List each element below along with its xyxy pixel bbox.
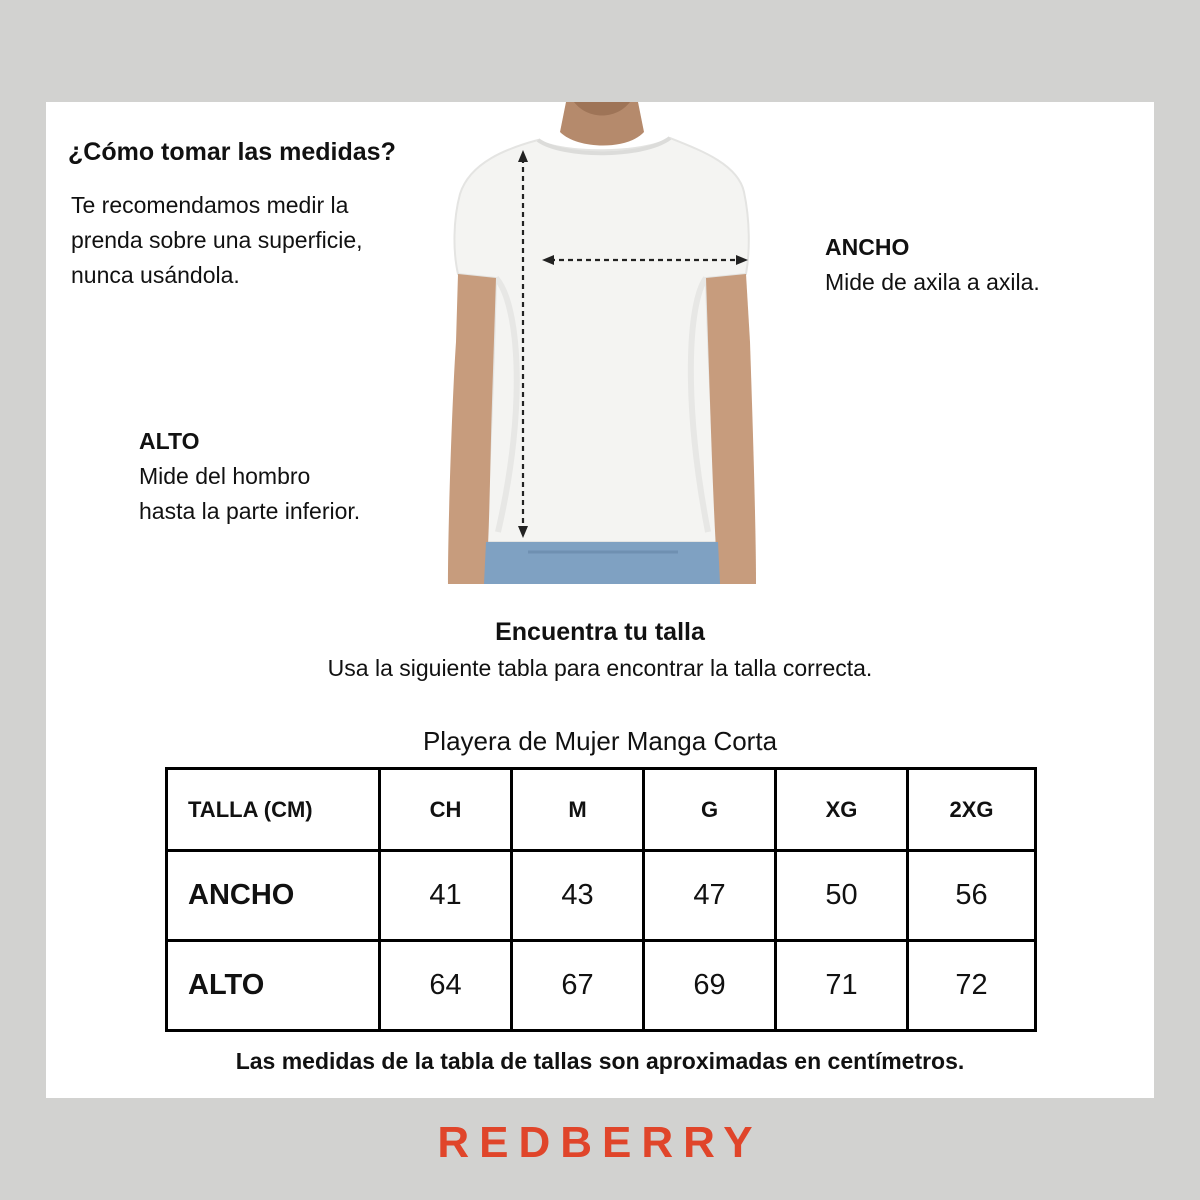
table-cell: 64 xyxy=(380,941,512,1031)
find-size-title: Encuentra tu talla xyxy=(495,618,705,646)
how-to-line-3: nunca usándola. xyxy=(71,262,240,288)
size-table-title: Playera de Mujer Manga Corta xyxy=(422,726,778,756)
table-cell: 72 xyxy=(908,941,1036,1031)
height-instructions xyxy=(139,424,360,529)
size-guide-card xyxy=(46,102,1154,1098)
size-header-cell: M xyxy=(512,769,644,851)
height-description-line-1: Mide del hombro xyxy=(139,463,311,489)
size-table-header-row xyxy=(167,769,1036,851)
table-cell: 41 xyxy=(380,851,512,941)
table-cell: 67 xyxy=(512,941,644,1031)
size-header-cell: XG xyxy=(776,769,908,851)
find-size-subtitle: Usa la siguiente tabla para encontrar la talla correcta. xyxy=(327,655,873,681)
height-label: ALTO xyxy=(139,428,200,454)
how-to-line-2: prenda sobre una superficie, xyxy=(71,227,363,253)
row-label: ANCHO xyxy=(167,851,380,941)
size-header-label: TALLA (CM) xyxy=(167,769,380,851)
how-to-line-1: Te recomendamos medir la xyxy=(71,192,349,218)
size-header-cell: 2XG xyxy=(908,769,1036,851)
width-instructions xyxy=(825,230,1040,300)
width-label: ANCHO xyxy=(825,234,910,260)
table-cell: 69 xyxy=(644,941,776,1031)
table-cell: 43 xyxy=(512,851,644,941)
table-cell: 47 xyxy=(644,851,776,941)
width-description: Mide de axila a axila. xyxy=(825,269,1040,295)
tshirt-measure-illustration xyxy=(438,102,768,584)
tshirt-shape xyxy=(454,138,748,542)
height-description-line-2: hasta la parte inferior. xyxy=(139,498,361,524)
how-to-measure-text xyxy=(71,188,431,293)
table-cell: 50 xyxy=(776,851,908,941)
size-header-cell: G xyxy=(644,769,776,851)
table-row xyxy=(167,851,1036,941)
table-footnote: Las medidas de la tabla de tallas son aproximadas en centímetros. xyxy=(235,1048,965,1074)
size-header-cell: CH xyxy=(380,769,512,851)
how-to-measure-title: ¿Cómo tomar las medidas? xyxy=(68,138,396,166)
table-cell: 56 xyxy=(908,851,1036,941)
row-label: ALTO xyxy=(167,941,380,1031)
size-table xyxy=(165,767,1037,1032)
brand-logo: REDBERRY xyxy=(437,1118,763,1167)
table-row xyxy=(167,941,1036,1031)
table-cell: 71 xyxy=(776,941,908,1031)
